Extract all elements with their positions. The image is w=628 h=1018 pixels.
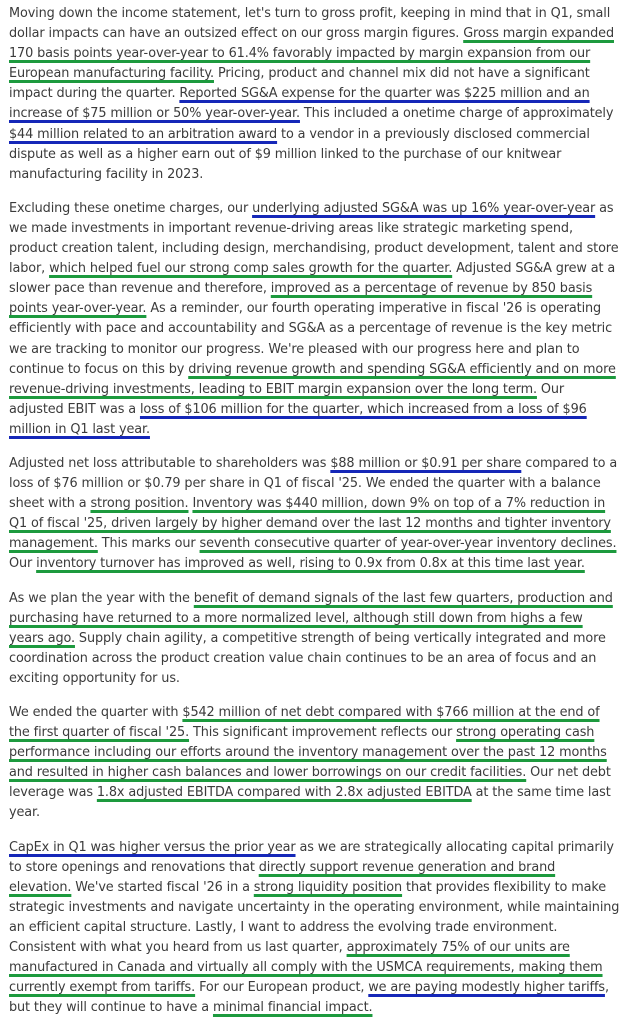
blue-highlight: loss of $106 million for the quarter, which increased from a loss of $96 million in Q1 last year. [9, 401, 587, 437]
green-highlight: Gross margin expanded 170 basis points year-over-year to 61.4% favorably impacted by margin expansion from our European manufacturing facility. [9, 26, 614, 82]
green-highlight: improved as a percentage of revenue by 850 basis points year-over-year. [9, 281, 593, 317]
text-segment: Adjusted SG&A grew at a slower pace than revenue and therefore, [9, 261, 616, 297]
green-highlight: approximately 75% of our units are manufactured in Canada and virtually all comply with the USMCA requirements, making them currently exempt from tariffs. [9, 940, 603, 996]
text-segment: compared to a loss of $76 million or $0.79 per share in Q1 of fiscal '25. We ended the quarter with a balance sheet with a [9, 455, 618, 512]
paragraph-6 [9, 838, 620, 1018]
paragraph-2 [9, 199, 620, 440]
green-highlight: Inventory was $440 million, down 9% on top of a 7% reduction in Q1 of fiscal '25, driven largely by higher demand over the last 12 months and tighter inventory management. [9, 496, 611, 552]
text-segment: This marks our [97, 536, 200, 552]
text-segment: This included a onetime charge of approximately [299, 106, 614, 122]
text-segment: Adjusted net loss attributable to shareholders was [9, 455, 331, 471]
text-segment: that provides flexibility to make strategic investments and navigate uncertainty in the operating environment, while maintaining an efficient capital structure. Lastly, I want to address the evolving trade environment. Consistent with what you heard from us last quarter, [9, 879, 620, 956]
text-segment: Moving down the income statement, let's turn to gross profit, keeping in mind that in Q1, small dollar impacts can have an outsized effect on our gross margin figures. [9, 6, 611, 42]
green-highlight: strong position. [90, 496, 189, 512]
text-segment: Pricing, product and channel mix did not have a significant impact during the quarter. [9, 66, 590, 102]
paragraph-1 [9, 4, 620, 185]
green-highlight: strong liquidity position [253, 879, 403, 895]
text-segment: Our adjusted EBIT was a [9, 381, 565, 417]
green-highlight: driving revenue growth and spending SG&A efficiently and on more revenue-driving investments, leading to EBIT margin expansion over the long term. [9, 361, 616, 397]
text-segment: , but they will continue to have a [9, 980, 609, 1016]
green-highlight: inventory turnover has improved as well, rising to 0.9x from 0.8x at this time last year. [36, 556, 585, 572]
green-highlight: directly support revenue generation and brand elevation. [9, 859, 556, 895]
text-segment: For our European product, [195, 980, 369, 996]
paragraph-3 [9, 454, 620, 575]
text-segment: Our net debt leverage was [9, 765, 611, 801]
paragraph-5 [9, 703, 620, 824]
text-segment: Our [9, 556, 37, 572]
green-highlight: seventh consecutive quarter of year-over-year inventory declines. [199, 536, 617, 552]
green-highlight: benefit of demand signals of the last few quarters, production and purchasing have returned to a more normalized level, although still down from highs a few years ago. [9, 590, 613, 646]
green-highlight: strong operating cash performance including our efforts around the inventory management over the past 12 months and resulted in higher cash balances and lower borrowings on our credit facilities. [9, 725, 607, 781]
text-segment: Supply chain agility, a competitive strength of being vertically integrated and more coordination across the product creation value chain continues to be an area of focus and an exciting opportunity for us. [9, 630, 606, 686]
blue-highlight: $88 million or $0.91 per share [330, 455, 522, 471]
text-segment: As a reminder, our fourth operating imperative in fiscal '26 is operating efficiently with pace and accountability and SG&A as a percentage of revenue is the key metric we are tracking to monitor our progress. We're pleased with our progress here and plan to continue to focus on this by [9, 301, 613, 377]
paragraph-4 [9, 589, 620, 689]
blue-highlight: CapEx in Q1 was higher versus the prior year [9, 839, 296, 855]
text-segment: as we are strategically allocating capital primarily to store openings and renovations that [9, 839, 614, 875]
text-segment: as we made investments in important revenue-driving areas like strategic marketing spend, product creation talent, including design, merchandising, product development, talent and store labor, [9, 200, 619, 277]
text-segment: Excluding these onetime charges, our [9, 200, 253, 216]
blue-highlight: we are paying modestly higher tariffs [368, 980, 605, 996]
blue-highlight: underlying adjusted SG&A was up 16% year-over-year [252, 200, 596, 216]
text-segment: We ended the quarter with [9, 705, 183, 720]
green-highlight: minimal financial impact. [212, 1000, 373, 1016]
text-segment: We've started fiscal '26 in a [71, 879, 254, 895]
green-highlight: which helped fuel our strong comp sales growth for the quarter. [49, 261, 453, 277]
green-highlight: $542 million of net debt compared with $766 million at the end of the first quarter of fiscal '25. [9, 705, 600, 741]
text-segment: As we plan the year with the [9, 590, 194, 606]
text-segment: This significant improvement reflects our [189, 725, 457, 741]
blue-highlight: Reported SG&A expense for the quarter was $225 million and an increase of $75 million or 50% year-over-year. [9, 86, 590, 122]
text-segment: at the same time last year. [9, 785, 611, 821]
text-segment: to a vendor in a previously disclosed commercial dispute as well as a higher earn out of $9 million linked to the purchase of our knitwear manufacturing facility in 2023. [9, 126, 590, 182]
blue-highlight: $44 million related to an arbitration award [9, 126, 278, 142]
green-highlight: 1.8x adjusted EBITDA compared with 2.8x adjusted EBITDA [96, 785, 472, 801]
